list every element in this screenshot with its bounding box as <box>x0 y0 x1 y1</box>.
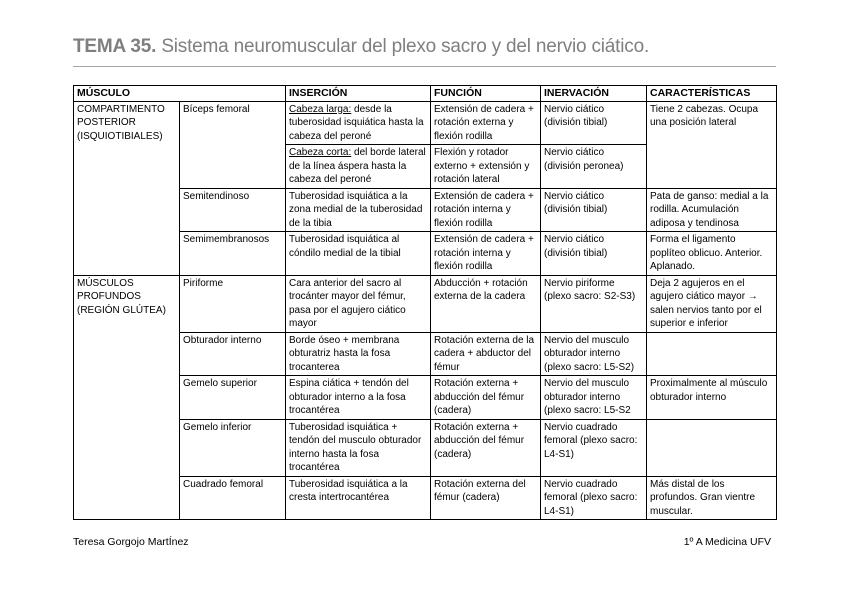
inervacion-cell: Nervio ciático (división tibial) <box>541 188 647 232</box>
page-title <box>73 36 649 58</box>
header-funcion: FUNCIÓN <box>431 86 541 102</box>
muscle-name: Gemelo inferior <box>180 419 286 476</box>
inervacion-cell: Nervio cuadrado femoral (plexo sacro: L4-S1) <box>541 419 647 476</box>
table-header-row <box>74 86 777 102</box>
cabeza-corta-text: del borde lateral de la línea áspera hasta la cabeza del peroné <box>289 147 426 185</box>
caracteristicas-cell <box>647 332 777 376</box>
table-row <box>74 376 777 420</box>
caracteristicas-cell: Más distal de los profundos. Gran vientre muscular. <box>647 476 777 520</box>
insercion-cell: Tuberosidad isquiática a la cresta intertrocantérea <box>286 476 431 520</box>
insercion-cell: Espina ciática + tendón del obturador interno a la fosa trocantérea <box>286 376 431 420</box>
funcion-cell: Abducción + rotación externa de la cadera <box>431 275 541 332</box>
caracteristicas-cell: Tiene 2 cabezas. Ocupa una posición lateral <box>647 101 777 188</box>
insercion-cell: Tuberosidad isquiática + tendón del musculo obturador interno hasta la fosa trocantérea <box>286 419 431 476</box>
funcion-cell: Rotación externa del fémur (cadera) <box>431 476 541 520</box>
inervacion-cell: Nervio del musculo obturador interno (plexo sacro: L5-S2) <box>541 332 647 376</box>
muscle-name: Bíceps femoral <box>180 101 286 188</box>
title-underline <box>73 66 776 67</box>
caracteristicas-cell: Forma el ligamento poplíteo oblicuo. Anterior. Aplanado. <box>647 232 777 276</box>
cabeza-larga-label: Cabeza larga: <box>289 103 352 115</box>
insercion-cell: Cara anterior del sacro al trocánter mayor del fémur, pasa por el agujero ciático mayor <box>286 275 431 332</box>
caracteristicas-cell: Pata de ganso: medial a la rodilla. Acumulación adiposa y tendinosa <box>647 188 777 232</box>
inervacion-cell: Nervio piriforme (plexo sacro: S2-S3) <box>541 275 647 332</box>
insercion-cell: Tuberosidad isquiática al cóndilo medial de la tibial <box>286 232 431 276</box>
topic-number: TEMA 35. <box>73 36 157 57</box>
inervacion-cell: Nervio del musculo obturador interno (plexo sacro: L5-S2 <box>541 376 647 420</box>
muscle-name: Piriforme <box>180 275 286 332</box>
header-caracteristicas: CARACTERÍSTICAS <box>647 86 777 102</box>
footer-course: 1º A Medicina UFV <box>683 536 771 548</box>
inervacion-cell: Nervio ciático (división peronea) <box>541 145 647 189</box>
inervacion-cell: Nervio ciático (división tibial) <box>541 101 647 145</box>
muscle-name: Obturador interno <box>180 332 286 376</box>
cabeza-corta-label: Cabeza corta: <box>289 147 352 158</box>
funcion-cell: Extensión de cadera + rotación externa y flexión rodilla <box>431 101 541 145</box>
group-profundos: MÚSCULOS PROFUNDOS (REGIÓN GLÚTEA) <box>74 275 180 520</box>
insercion-cell: Borde óseo + membrana obturatriz hasta la fosa trocanterea <box>286 332 431 376</box>
caracteristicas-cell <box>647 419 777 476</box>
caracteristicas-cell: Proximalmente al músculo obturador interno <box>647 376 777 420</box>
muscle-name: Gemelo superior <box>180 376 286 420</box>
funcion-cell: Extensión de cadera + rotación interna y flexión rodilla <box>431 232 541 276</box>
muscle-name: Semimembranosos <box>180 232 286 276</box>
table-row <box>74 476 777 520</box>
funcion-cell: Extensión de cadera + rotación interna y flexión rodilla <box>431 188 541 232</box>
footer-author: Teresa Gorgojo MartÍnez <box>73 536 189 548</box>
table-row <box>74 101 777 145</box>
inervacion-cell: Nervio cuadrado femoral (plexo sacro: L4-S1) <box>541 476 647 520</box>
cabeza-larga-text: desde la tuberosidad isquiática hasta la cabeza del peroné <box>289 103 424 142</box>
funcion-cell: Rotación externa + abducción del fémur (cadera) <box>431 419 541 476</box>
topic-title: Sistema neuromuscular del plexo sacro y del nervio ciático. <box>161 36 650 57</box>
table-row <box>74 419 777 476</box>
caracteristicas-cell: Deja 2 agujeros en el agujero ciático mayor → salen nervios tanto por el superior e inferior <box>647 275 777 332</box>
insercion-cell: Tuberosidad isquiática a la zona medial de la tuberosidad de la tibia <box>286 188 431 232</box>
header-inervacion: INERVACIÓN <box>541 86 647 102</box>
funcion-cell: Rotación externa de la cadera + abductor del fémur <box>431 332 541 376</box>
muscle-name: Semitendinoso <box>180 188 286 232</box>
inervacion-cell: Nervio ciático (división tibial) <box>541 232 647 276</box>
muscle-table <box>73 85 777 520</box>
funcion-cell: Flexión y rotador externo + extensión y rotación lateral <box>431 145 541 189</box>
header-insercion: INSERCIÓN <box>286 86 431 102</box>
table-row <box>74 188 777 232</box>
funcion-cell: Rotación externa + abducción del fémur (cadera) <box>431 376 541 420</box>
header-musculo: MÚSCULO <box>74 86 286 102</box>
insercion-cell <box>286 101 431 145</box>
group-posterior: COMPARTIMENTO POSTERIOR (ISQUIOTIBIALES) <box>74 101 180 275</box>
table-row <box>74 275 777 332</box>
table-row <box>74 332 777 376</box>
muscle-name: Cuadrado femoral <box>180 476 286 520</box>
insercion-cell <box>286 145 431 189</box>
table-row <box>74 232 777 276</box>
